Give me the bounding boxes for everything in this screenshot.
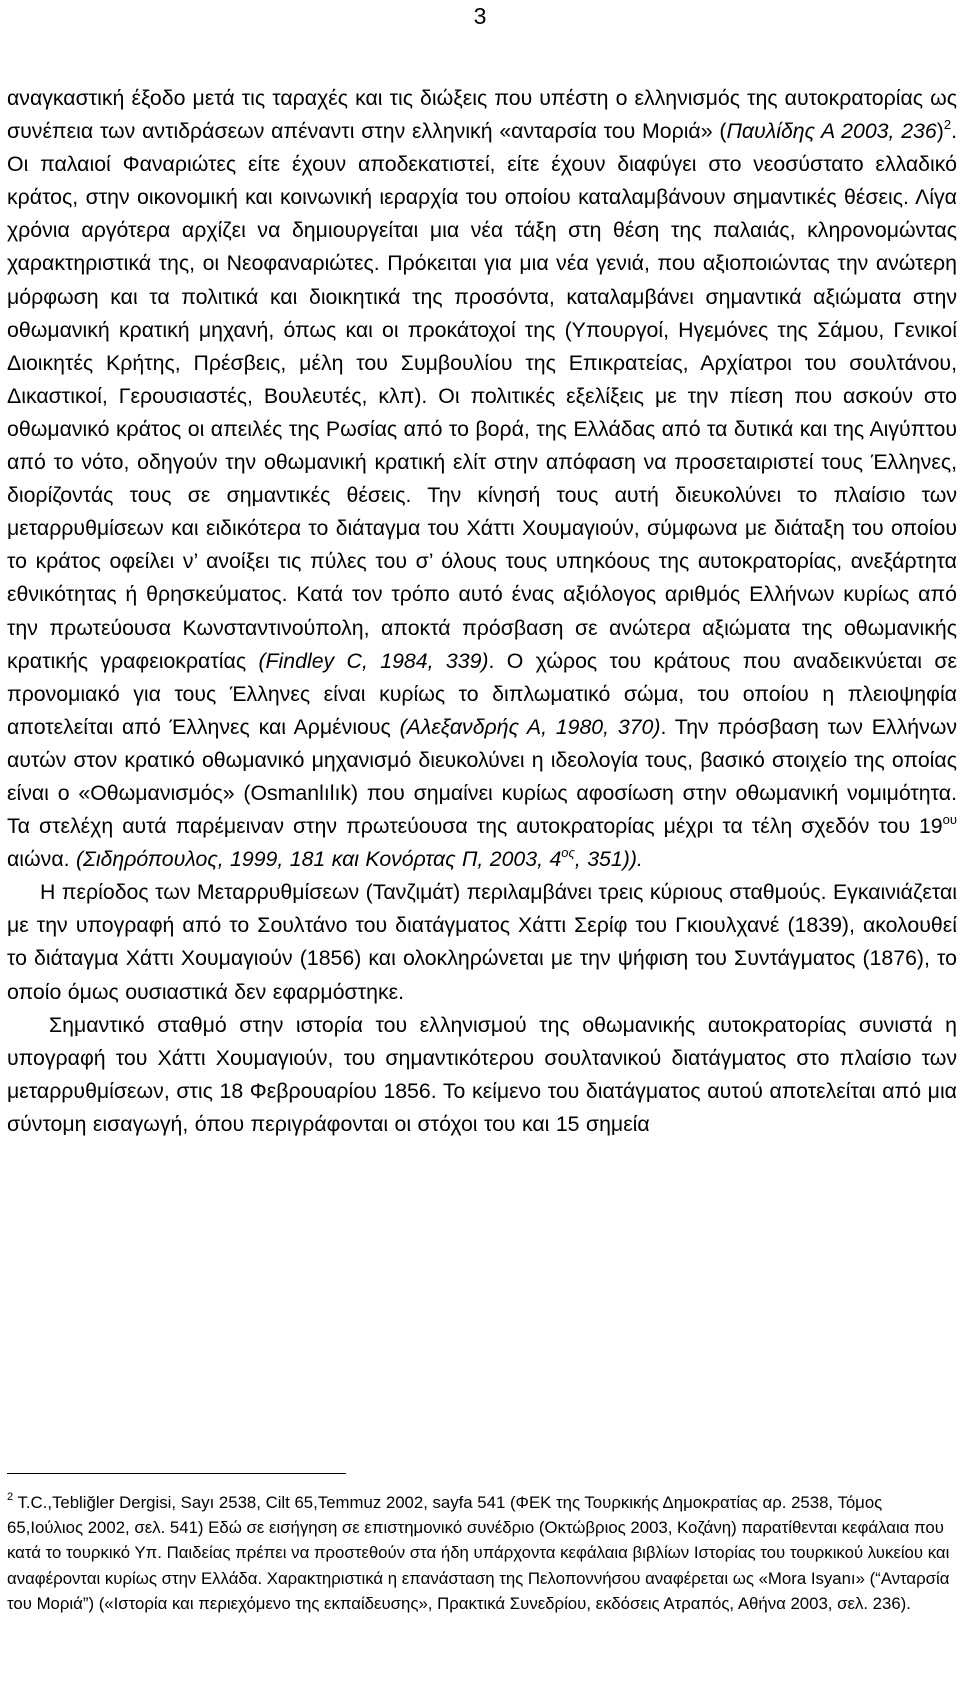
citation-pavlidis: Παυλίδης Α 2003, 236	[726, 119, 937, 144]
citation-sidiropoulos-b: , 351)).	[574, 847, 643, 872]
main-text	[7, 82, 957, 1141]
p1-text-5: . Την πρόσβαση των Ελλήνων αυτών στον κρατικό οθωμανικό μηχανισμό διευκολύνει η ιδεολογία τους, βασικό στοιχείο της οποίας είναι ο «Οθωμανισμός» (Osmanlılık) που σημαίνει κυρίως αφοσίωση στην οθωμανική νομιμότητα. Τα στελέχη αυτά παρέμειναν στην πρωτεύουσα της αυτοκρατορίας μέχρι τα τέλη σχεδόν του 19	[7, 714, 957, 839]
superscript-century: ου	[942, 812, 957, 828]
footnote	[7, 1490, 957, 1616]
citation-alexandris: (Αλεξανδρής Α, 1980, 370)	[399, 714, 661, 739]
paragraph-3: Σημαντικό σταθμό στην ιστορία του ελληνισμού της οθωμανικής αυτοκρατορίας συνιστά η υπογραφή του Χάττι Χουμαγιούν, του σημαντικότερου σουλτανικού διατάγματος στο πλαίσιο των μεταρρυθμίσεων, στις 18 Φεβρουαρίου 1856. Το κείμενο του διατάγματος αυτού αποτελείται από μια σύντομη εισαγωγή, όπου περιγράφονται οι στόχοι του και 15 σημεία	[7, 1012, 957, 1136]
p1-text-1: αναγκαστική έξοδο μετά τις ταραχές και τις διώξεις που υπέστη ο ελληνισμός της αυτοκρατορίας ως συνέπεια των αντιδράσεων απέναντι στην ελληνική «ανταρσία του Μοριά» (	[7, 86, 957, 144]
p1-text-3: . Οι παλαιοί Φαναριώτες είτε έχουν αποδεκατιστεί, είτε έχουν διαφύγει στο νεοσύστατο ελλαδικό κράτος, στην οικονομική και κοινωνική ιεραρχία του οποίου καταλαμβάνουν σημαντικές θέσεις. Λίγα χρόνια αργότερα αρχίζει να δημιουργείται μια νέα τάξη στη θέση της παλαιάς, κληρονομώντας χαρακτηριστικά της, οι Νεοφαναριώτες. Πρόκειται για μια νέα γενιά, που αξιοποιώντας την ανώτερη μόρφωση και τα πολιτικά και διοικητικά της προσόντα, καταλαμβάνει σημαντικά αξιώματα στην οθωμανική κρατική μηχανή, όπως και οι προκάτοχοί της (Υπουργοί, Ηγεμόνες της Σάμου, Γενικοί Διοικητές Κρήτης, Πρέσβεις, μέλη του Συμβουλίου της Επικρατείας, Αρχίατροι του σουλτάνου, Δικαστικοί, Γερουσιαστές, Βουλευτές, κλπ). Οι πολιτικές εξελίξεις με την πίεση που ασκούν στο οθωμανικό κράτος οι απειλές της Ρωσίας από το βορά, της Ελλάδας από τα δυτικά και της Αιγύπτου από το νότο, οδηγούν την οθωμανική κρατική ελίτ στην απόφαση να προσεταιριστεί τους Έλληνες, διορίζοντάς τους σε σημαντικές θέσεις. Την κίνησή τους αυτή διευκολύνει το πλαίσιο των μεταρρυθμίσεων και ειδικότερα το διάταγμα του Χάττι Χουμαγιούν, σύμφωνα με διάταξη του οποίου το κράτος οφείλει ν’ ανοίξει τις πύλες του σ’ όλους τους υπηκόους της αυτοκρατορίας, ανεξάρτητα εθνικότητας ή θρησκεύματος. Κατά τον τρόπο αυτό ένας αξιόλογος αριθμός Ελλήνων κυρίως από την πρωτεύουσα Κωνσταντινούπολη, αποκτά πρόσβαση σε ανώτερα αξιώματα της οθωμανικής κρατικής γραφειοκρατίας	[7, 119, 957, 673]
footnote-text: T.C.,Tebliğler Dergisi, Sayı 2538, Cilt 65,Temmuz 2002, sayfa 541 (ΦΕΚ της Τουρκικής Δημοκρατίας αρ. 2538, Τόμος 65,Ιούλιος 2002, σελ. 541) Εδώ σε εισήγηση σε επιστημονικό συνέδριο (Οκτώβριος 2003, Κοζάνη) παρατίθενται κεφάλαια που κατά το τουρκικό Υπ. Παιδείας πρέπει να προστεθούν στα ήδη υπάρχοντα κεφάλαια βιβλίων Ιστορίας του τουρκικού λυκείου και αναφέρονται κυρίως στην Ελλάδα. Χαρακτηριστικά η επανάσταση της Πελοποννήσου αναφέρεται ως «Mora Isyanı» (“Ανταρσία του Μοριά”) («Ιστορία και περιεχόμενο της εκπαίδευσης», Πρακτικά Συνεδρίου, εκδόσεις Ατραπός, Αθήνα 2003, σελ. 236).	[7, 1493, 950, 1613]
citation-findley: (Findley C, 1984, 339)	[258, 648, 489, 673]
page-number-text: 3	[473, 3, 487, 29]
page-number	[0, 2, 960, 30]
footnote-reference[interactable]: 2	[943, 117, 952, 133]
paragraph-2: Η περίοδος των Μεταρρυθμίσεων (Τανζιμάτ) περιλαμβάνει τρεις κύριους σταθμούς. Εγκαινιάζεται με την υπογραφή από το Σουλτάνο του διατάγματος Χάττι Σερίφ του Γκιουλχανέ (1839), ακολουθεί το διάταγμα Χάττι Χουμαγιούν (1856) και ολοκληρώνεται με την ψήφιση του Συντάγματος (1876), το οποίο όμως ουσιαστικά δεν εφαρμόστηκε.	[7, 880, 957, 1004]
p1-text-6: αιώνα.	[7, 847, 76, 872]
paragraph-1	[7, 82, 957, 876]
p1-text-2: )	[936, 119, 944, 144]
footnote-mark: 2	[7, 1491, 14, 1503]
citation-sidiropoulos-a: (Σιδηρόπουλος, 1999, 181 και Κονόρτας Π, 2003, 4	[75, 847, 562, 872]
footnote-separator	[7, 1473, 346, 1474]
superscript-edition: ος	[561, 845, 575, 861]
p1-text-4: . Ο χώρος του κράτους που αναδεικνύεται σε προνομιακό για τους Έλληνες είναι κυρίως το διπλωματικό σώμα, του οποίου η πλειοψηφία αποτελείται από Έλληνες και Αρμένιους	[7, 648, 958, 739]
citation-sidiropoulos	[76, 847, 643, 871]
